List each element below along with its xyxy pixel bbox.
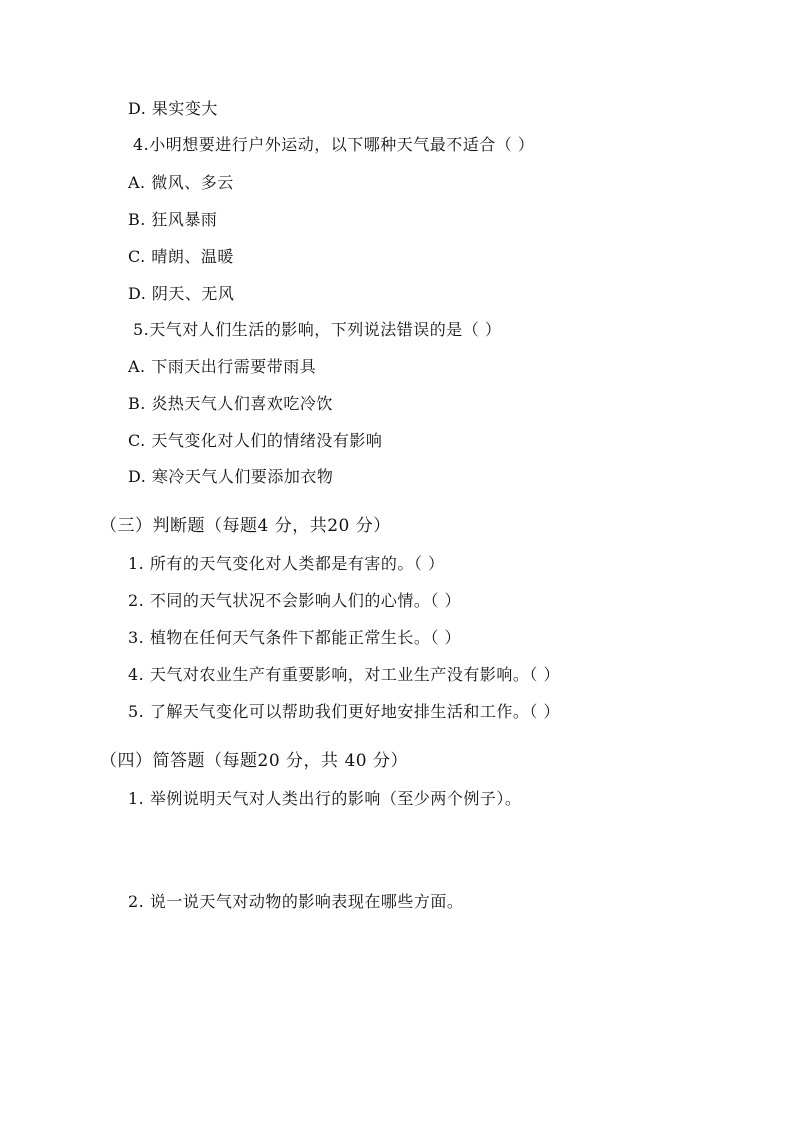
judgment-item-1: 1. 所有的天气变化对人类都是有害的。（ ） [128, 554, 445, 573]
judgment-item-2: 2. 不同的天气状况不会影响人们的心情。（ ） [128, 591, 461, 610]
q4-option-c: C. 晴朗、温暖 [128, 247, 234, 266]
q5-option-c: C. 天气变化对人们的情绪没有影响 [128, 431, 383, 450]
section4-heading: （四）简答题（每题20 分，共 40 分） [100, 751, 408, 771]
q5-option-b: B. 炎热天气人们喜欢吃冷饮 [128, 394, 333, 413]
q4-option-a: A. 微风、多云 [128, 173, 234, 192]
q5-option-d: D. 寒冷天气人们要添加衣物 [128, 467, 334, 486]
q5-stem: 5.天气对人们生活的影响，下列说法错误的是（ ） [133, 320, 502, 339]
judgment-item-4: 4. 天气对农业生产有重要影响，对工业生产没有影响。（ ） [128, 665, 560, 684]
q3-option-d: D. 果实变大 [128, 99, 218, 118]
q4-option-b: B. 狂风暴雨 [128, 210, 218, 229]
section3-heading: （三）判断题（每题4 分，共20 分） [100, 516, 391, 536]
judgment-item-3: 3. 植物在任何天气条件下都能正常生长。（ ） [128, 628, 461, 647]
judgment-item-5: 5. 了解天气变化可以帮助我们更好地安排生活和工作。（ ） [128, 702, 560, 721]
short-answer-item-2: 2. 说一说天气对动物的影响表现在哪些方面。 [128, 892, 464, 911]
q5-option-a: A. 下雨天出行需要带雨具 [128, 357, 317, 376]
q4-stem: 4.小明想要进行户外运动，以下哪种天气最不适合（ ） [133, 135, 535, 154]
q4-option-d: D. 阴天、无风 [128, 284, 235, 303]
short-answer-item-1: 1. 举例说明天气对人类出行的影响（至少两个例子）。 [128, 789, 522, 808]
